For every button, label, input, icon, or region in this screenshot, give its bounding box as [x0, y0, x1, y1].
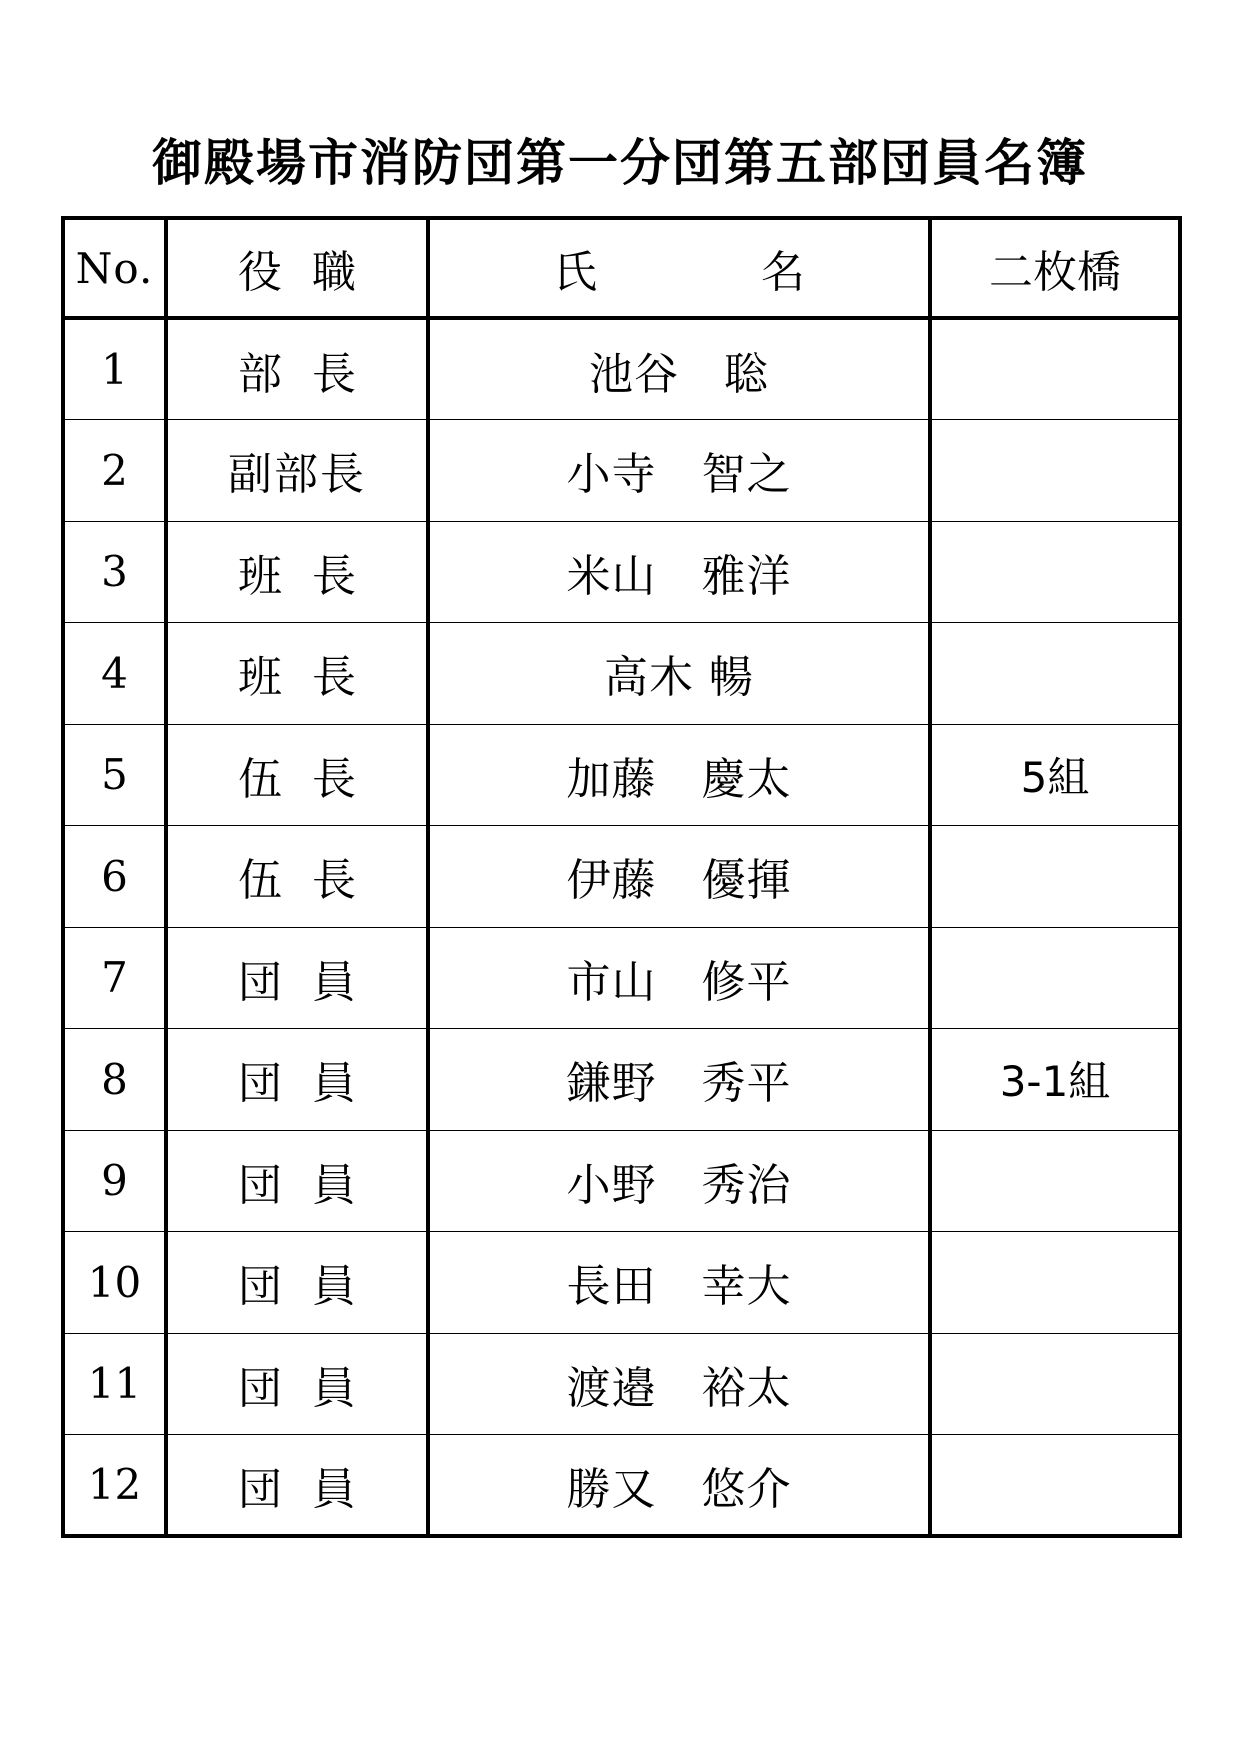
row-no: 4 — [63, 623, 166, 725]
row-nikyo: 5組 — [930, 724, 1180, 826]
member-roster-table — [61, 216, 1182, 1538]
row-name: 市山 修平 — [428, 927, 930, 1029]
table-row — [63, 521, 1180, 623]
row-name: 鎌野 秀平 — [428, 1029, 930, 1131]
header-nikyo: 二枚橋 — [930, 218, 1180, 318]
table-row — [63, 1130, 1180, 1232]
table-row — [63, 1029, 1180, 1131]
table-row — [63, 420, 1180, 522]
row-nikyo — [930, 927, 1180, 1029]
header-name: 氏 名 — [428, 218, 930, 318]
header-role: 役職 — [166, 218, 428, 318]
row-no: 7 — [63, 927, 166, 1029]
table-row — [63, 623, 1180, 725]
table-row — [63, 724, 1180, 826]
row-role: 団員 — [166, 1232, 428, 1334]
row-name: 小寺 智之 — [428, 420, 930, 522]
row-no: 2 — [63, 420, 166, 522]
row-nikyo — [930, 1232, 1180, 1334]
row-no: 10 — [63, 1232, 166, 1334]
row-no: 6 — [63, 826, 166, 928]
row-role: 伍長 — [166, 724, 428, 826]
row-role: 班長 — [166, 521, 428, 623]
row-role: 団員 — [166, 927, 428, 1029]
table-row — [63, 826, 1180, 928]
row-role: 団員 — [166, 1435, 428, 1537]
row-no: 5 — [63, 724, 166, 826]
row-role: 班長 — [166, 623, 428, 725]
row-role: 部長 — [166, 318, 428, 420]
header-row — [63, 218, 1180, 318]
table-row — [63, 1435, 1180, 1537]
row-nikyo — [930, 318, 1180, 420]
table-row — [63, 1232, 1180, 1334]
row-name: 加藤 慶太 — [428, 724, 930, 826]
row-name: 小野 秀治 — [428, 1130, 930, 1232]
table-row — [63, 318, 1180, 420]
row-nikyo — [930, 1333, 1180, 1435]
row-name: 長田 幸大 — [428, 1232, 930, 1334]
table-row — [63, 1333, 1180, 1435]
row-nikyo — [930, 420, 1180, 522]
row-nikyo: 3-1組 — [930, 1029, 1180, 1131]
row-nikyo — [930, 1130, 1180, 1232]
row-nikyo — [930, 521, 1180, 623]
row-name: 伊藤 優揮 — [428, 826, 930, 928]
row-role: 副部長 — [166, 420, 428, 522]
row-no: 1 — [63, 318, 166, 420]
row-name: 池谷 聡 — [428, 318, 930, 420]
header-no: No. — [63, 218, 166, 318]
row-no: 9 — [63, 1130, 166, 1232]
row-nikyo — [930, 1435, 1180, 1537]
row-nikyo — [930, 826, 1180, 928]
row-role: 団員 — [166, 1130, 428, 1232]
row-no: 8 — [63, 1029, 166, 1131]
row-role: 伍長 — [166, 826, 428, 928]
row-nikyo — [930, 623, 1180, 725]
row-name: 勝又 悠介 — [428, 1435, 930, 1537]
page-title: 御殿場市消防団第一分団第五部団員名簿 — [152, 134, 1088, 192]
row-name: 高木 暢 — [428, 623, 930, 725]
row-name: 渡邉 裕太 — [428, 1333, 930, 1435]
row-no: 11 — [63, 1333, 166, 1435]
row-role: 団員 — [166, 1333, 428, 1435]
row-role: 団員 — [166, 1029, 428, 1131]
table-row — [63, 927, 1180, 1029]
row-no: 12 — [63, 1435, 166, 1537]
row-no: 3 — [63, 521, 166, 623]
row-name: 米山 雅洋 — [428, 521, 930, 623]
